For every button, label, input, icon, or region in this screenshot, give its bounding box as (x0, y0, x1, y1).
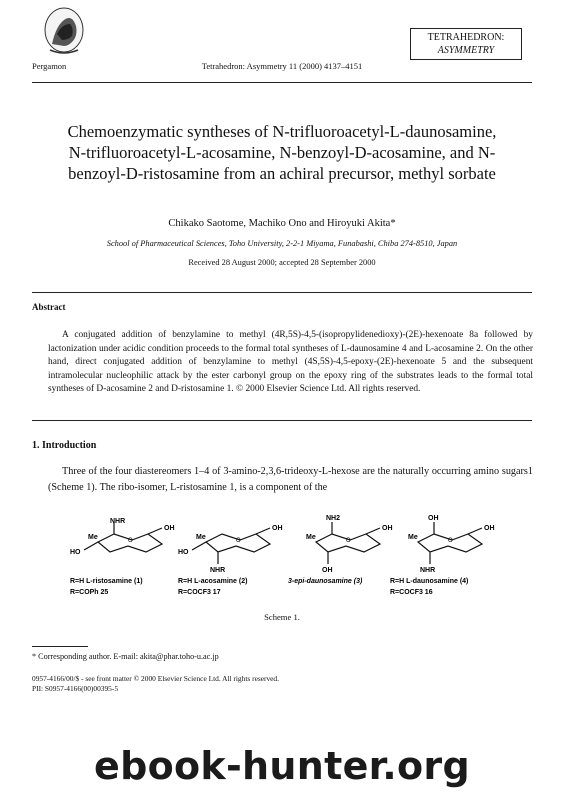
journal-name-line1: TETRAHEDRON: (427, 32, 505, 43)
header-rule (32, 82, 532, 83)
s1-name-line1: R=H L-ristosamine (1) (70, 578, 143, 585)
publisher-logo (42, 6, 86, 60)
s4-right-label: OH (484, 525, 495, 532)
s2-name-line1: R=H L-acosamine (2) (178, 578, 248, 585)
s1-left-label-2: HO (70, 549, 81, 556)
publisher-name: Pergamon (32, 61, 67, 71)
article-title: Chemoenzymatic syntheses of N-trifluoroacetyl-L-daunosamine, N-trifluoroacetyl-L-acosamine, N-benzoyl-D-acosamine, and N-benzoyl-D-ristosamine from an achiral precursor, methyl sorbate (67, 122, 497, 183)
s2-bottom-label: NHR (210, 567, 226, 574)
structure-acosamine (178, 525, 283, 596)
s3-name-line1: 3-epi-daunosamine (3) (288, 578, 363, 585)
structure-ristosamine (70, 518, 175, 596)
s1-ring-oxygen: O (128, 538, 133, 544)
s2-ring-oxygen: O (236, 538, 241, 544)
scheme-structures (70, 514, 514, 606)
s4-name-line1: R=H L-daunosamine (4) (390, 578, 469, 585)
watermark-text: ebook-hunter.org (94, 744, 470, 788)
s2-name-line2: R=COCF3 17 (178, 589, 221, 596)
introduction-heading: 1. Introduction (32, 440, 97, 451)
s4-top-label: OH (428, 515, 439, 522)
abstract-heading: Abstract (32, 302, 66, 312)
issn-line: 0957-4166/00/$ - see front matter © 2000 Elsevier Science Ltd. All rights reserved. (32, 674, 279, 683)
scheme-caption: Scheme 1. (264, 612, 300, 622)
pii-line: PII: S0957-4166(00)00395-5 (32, 684, 119, 693)
s3-left-label-1: Me (306, 534, 316, 541)
s2-right-label: OH (272, 525, 283, 532)
footnote-rule (32, 646, 88, 647)
journal-name-box (410, 28, 522, 60)
affiliation: School of Pharmaceutical Sciences, Toho University, 2-2-1 Miyama, Funabashi, Chiba 274-8510, Japan (106, 239, 458, 248)
abstract-text: A conjugated addition of benzylamine to methyl (4R,5S)-4,5-(isopropylidenedioxy)-(2E)-hexenoate 8a followed by lactonization under acidic condition proceeds to the formal total syntheses of L-daunosamine 4 and L-acosamine 2. On the other hand, direct conjugated addition of benzylamine to methyl (4S,5S)-4,5-epoxy-(2E)-hexenoate 5 and the subsequent intramolecular nucleophilic attack by the ester carbonyl group on the epoxy ring of the substrates leads to the formal total syntheses of D-acosamine 2 and D-ristosamine 1. © 2000 Elsevier Science Ltd. All rights reserved. (48, 330, 533, 395)
abstract-bottom-rule (32, 420, 532, 421)
s1-right-label: OH (164, 525, 175, 532)
s4-bottom-label: NHR (420, 567, 436, 574)
s1-name-line2: R=COPh 25 (70, 589, 109, 596)
elsevier-tree-logo-icon (42, 6, 86, 60)
s3-bottom-label: OH (322, 567, 333, 574)
journal-name-line2: ASYMMETRY (437, 45, 495, 56)
introduction-text: Three of the four diastereomers 1–4 of 3-amino-2,3,6-trideoxy-L-hexose are the naturally occurring amino sugars1 (Scheme 1). The ribo-isomer, L-ristosamine 1, is a component of the (48, 466, 533, 494)
abstract-top-rule (32, 292, 532, 293)
s3-top-label: NH2 (326, 515, 341, 522)
author-list: Chikako Saotome, Machiko Ono and Hiroyuki Akita* (168, 218, 396, 229)
s1-top-label: NHR (110, 518, 126, 525)
s2-left-label-2: HO (178, 549, 189, 556)
corresponding-author-footnote: * Corresponding author. E-mail: akita@phar.toho-u.ac.jp (32, 652, 219, 661)
scheme-1 (70, 514, 514, 606)
s2-left-label-1: Me (196, 534, 206, 541)
structure-daunosamine (390, 515, 495, 596)
s1-left-label-1: Me (88, 534, 98, 541)
s3-right-label: OH (382, 525, 393, 532)
s4-ring-oxygen: O (448, 538, 453, 544)
citation-text: Tetrahedron: Asymmetry 11 (2000) 4137–4151 (201, 61, 363, 71)
received-dates: Received 28 August 2000; accepted 28 September 2000 (188, 258, 376, 267)
journal-citation (0, 61, 564, 71)
s3-ring-oxygen: O (346, 538, 351, 544)
s4-name-line2: R=COCF3 16 (390, 589, 433, 596)
s4-left-label-1: Me (408, 534, 418, 541)
front-matter-info (32, 674, 279, 694)
structure-3-epi-daunosamine (288, 515, 393, 585)
